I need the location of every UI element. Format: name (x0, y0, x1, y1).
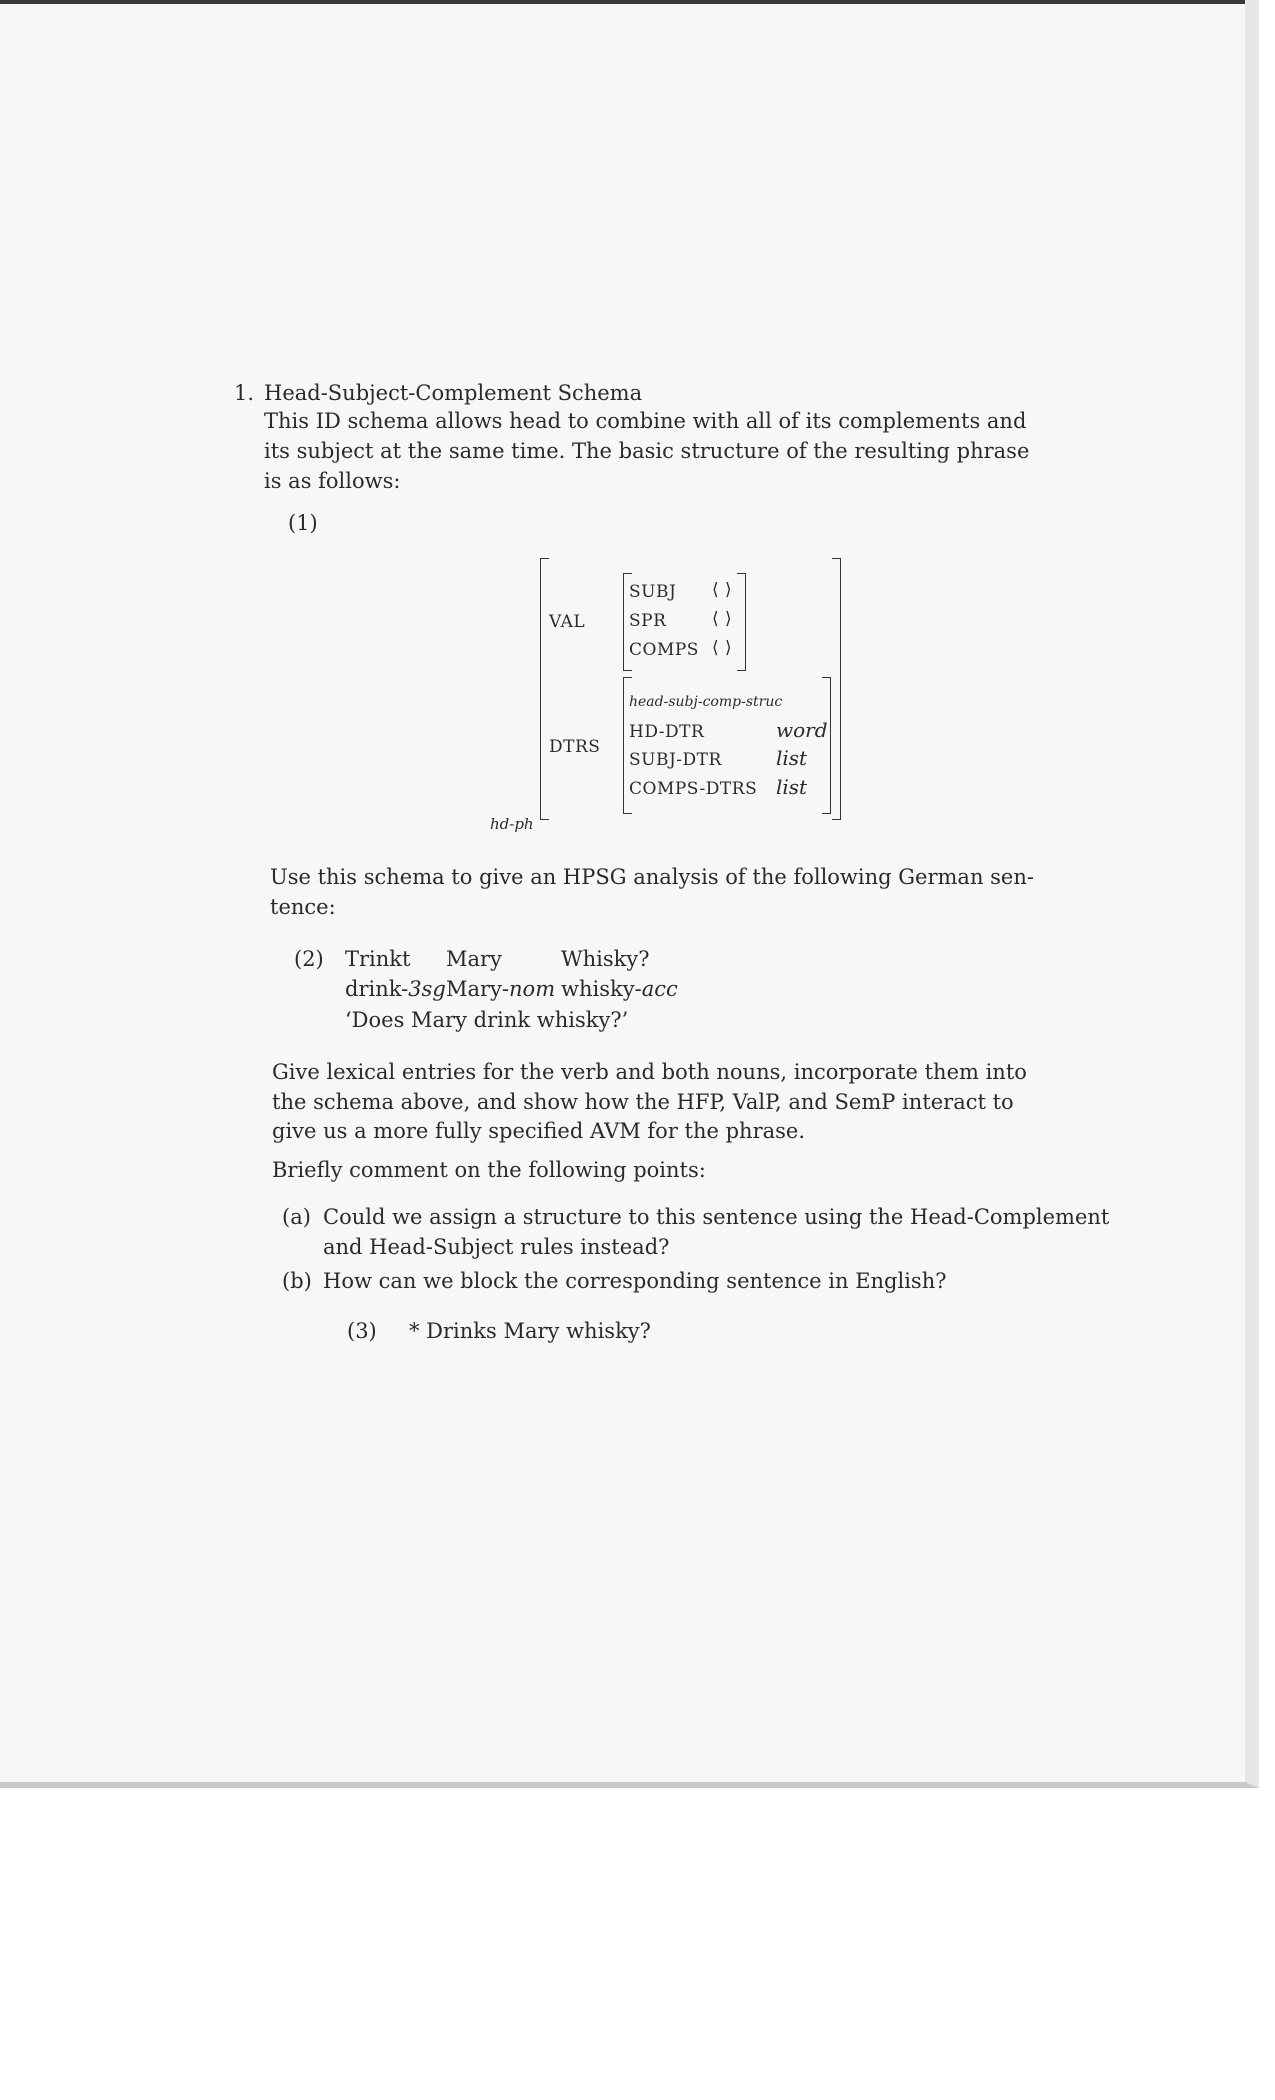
question-a-label: (a) (282, 1205, 311, 1229)
word-3: Whisky? (561, 947, 650, 971)
val-comps-value: ⟨ ⟩ (712, 638, 733, 658)
example-2-label: (2) (294, 947, 324, 971)
outer-bracket-left (540, 558, 549, 820)
question-b-line-1: How can we block the corresponding sentence in English? (323, 1269, 947, 1293)
val-label: VAL (549, 612, 586, 632)
translation: ‘Does Mary drink whisky?’ (345, 1008, 629, 1032)
hd-dtr-value: word (776, 718, 828, 742)
subj-dtr-feature: SUBJ-DTR (629, 750, 722, 770)
lexical-line-2: the schema above, and show how the HFP, ValP, and SemP interact to (272, 1090, 1014, 1114)
question-a-line-2: and Head-Subject rules instead? (323, 1235, 670, 1259)
val-bracket-right (737, 573, 746, 671)
question-b-label: (b) (282, 1269, 312, 1293)
item-number: 1. (234, 381, 255, 405)
gloss-1: drink-3sg (345, 977, 446, 1001)
intro-line-2: its subject at the same time. The basic structure of the resulting phrase (264, 439, 1030, 463)
dtrs-label: DTRS (549, 737, 601, 757)
lexical-line-1: Give lexical entries for the verb and both nouns, incorporate them into (272, 1060, 1027, 1084)
hd-dtr-feature: HD-DTR (629, 722, 705, 742)
example-1-label: (1) (288, 511, 318, 535)
task-line-2: tence: (270, 895, 336, 919)
example-3-sentence: * Drinks Mary whisky? (409, 1319, 651, 1343)
word-1: Trinkt (345, 947, 411, 971)
word-2: Mary (446, 947, 502, 971)
subj-dtr-value: list (776, 746, 808, 770)
question-a-line-1: Could we assign a structure to this sentence using the Head-Complement (323, 1205, 1110, 1229)
lexical-line-3: give us a more fully specified AVM for the phrase. (272, 1119, 806, 1143)
dtrs-type: head-subj-comp-struc (629, 694, 783, 710)
example-3-label: (3) (347, 1319, 377, 1343)
val-subj-value: ⟨ ⟩ (712, 580, 733, 600)
val-spr-feature: SPR (629, 611, 667, 631)
dtrs-bracket-right (822, 677, 831, 814)
intro-line-3: is as follows: (264, 469, 401, 493)
task-line-1: Use this schema to give an HPSG analysis of the following German sen- (270, 865, 1034, 889)
comps-dtrs-value: list (776, 775, 808, 799)
scan-edge (0, 0, 1245, 4)
item-title: Head-Subject-Complement Schema (264, 381, 643, 405)
val-subj-feature: SUBJ (629, 582, 677, 602)
val-comps-feature: COMPS (629, 640, 699, 660)
val-spr-value: ⟨ ⟩ (712, 609, 733, 629)
gloss-2: Mary-nom (446, 977, 556, 1001)
comps-dtrs-feature: COMPS-DTRS (629, 779, 758, 799)
outer-bracket-right (832, 558, 841, 820)
comment-line: Briefly comment on the following points: (272, 1158, 706, 1182)
avm-type-hd-ph: hd-ph (490, 815, 534, 833)
gloss-3: whisky-acc (561, 977, 678, 1001)
intro-line-1: This ID schema allows head to combine with all of its complements and (264, 409, 1027, 433)
